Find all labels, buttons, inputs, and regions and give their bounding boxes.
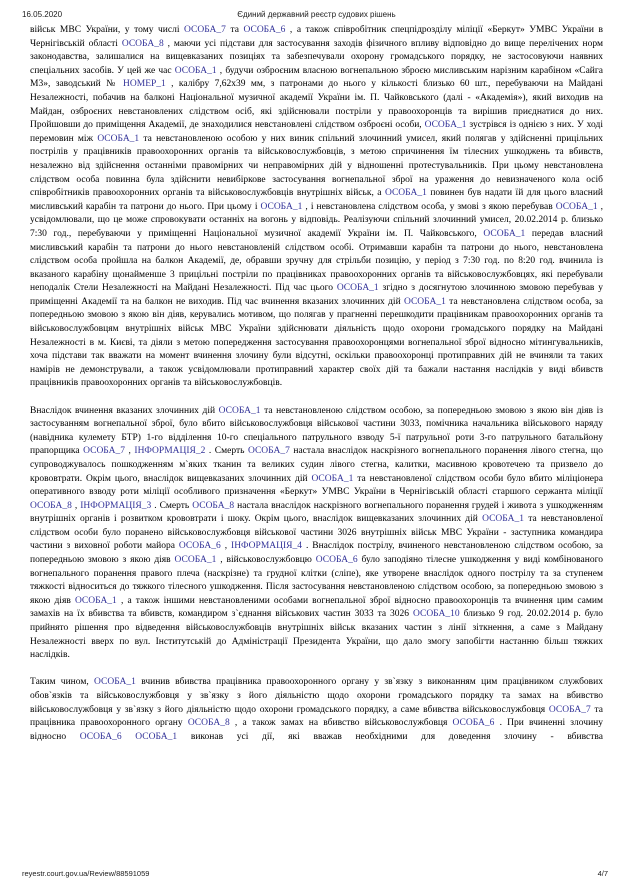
anonymized-entity: ОСОБА_1 xyxy=(135,731,178,742)
anonymized-entity: ОСОБА_1 xyxy=(482,514,524,525)
anonymized-entity: ІНФОРМАЦІЯ_4 xyxy=(231,541,302,552)
anonymized-entity: ОСОБА_1 xyxy=(260,201,303,212)
footer-url: reyestr.court.gov.ua/Review/88591059 xyxy=(22,869,150,878)
anonymized-entity: ОСОБА_1 xyxy=(97,133,140,144)
anonymized-entity: ОСОБА_6 xyxy=(243,25,286,35)
decision-text xyxy=(30,24,603,758)
anonymized-entity: ОСОБА_6 xyxy=(452,718,495,729)
paragraph-qualification: Таким чином, ОСОБА_1 вчинив вбивства працівника правоохоронного органу у зв`язку з виконанням цим працівником службових обов`язків та військовослужбовця у зв`язку з його діяльністю щодо охорони громадського порядку та замах на вбивство військовослужбовця у зв`язку з його діяльністю щодо охорони громадського порядку, а саме вбивства військовослужбовця ОСОБА_7 та працівника правоохоронного органу ОСОБА_8 , а також замах на вбивство військовослужбовця ОСОБА_6 . При вчиненні злочину відносно ОСОБА_6 ОСОБА_1 виконав усі дії, які вважав необхідними для доведення злочину - вбивства xyxy=(30,677,603,742)
anonymized-entity: ОСОБА_6 xyxy=(79,731,122,742)
anonymized-entity: ОСОБА_1 xyxy=(94,677,136,688)
anonymized-entity: ОСОБА_1 xyxy=(555,201,598,212)
anonymized-entity: ОСОБА_1 xyxy=(483,228,526,239)
anonymized-entity: ОСОБА_7 xyxy=(83,446,125,457)
anonymized-entity: ОСОБА_6 xyxy=(315,555,358,566)
anonymized-entity: ОСОБА_1 xyxy=(174,555,217,566)
anonymized-entity: ОСОБА_1 xyxy=(311,473,354,484)
anonymized-entity: ІНФОРМАЦІЯ_3 xyxy=(80,500,152,511)
anonymized-entity: ОСОБА_1 xyxy=(336,283,379,294)
anonymized-entity: ОСОБА_1 xyxy=(174,65,217,76)
anonymized-entity: ОСОБА_1 xyxy=(218,405,261,416)
anonymized-entity: ОСОБА_7 xyxy=(548,704,591,715)
anonymized-entity: НОМЕР_1 xyxy=(123,79,166,90)
header-title: Єдиний державний реєстр судових рішень xyxy=(237,10,396,19)
anonymized-entity: ОСОБА_1 xyxy=(424,120,467,131)
anonymized-entity: ОСОБА_8 xyxy=(121,38,164,49)
paragraph-facts-shooting: військ МВС України, у тому числі ОСОБА_7 та ОСОБА_6 , а також співробітник спецпідрозділу міліції «Беркут» УМВС України в Чернігівській області ОСОБА_8 , маючи усі підстави для застосування заходів фізичного впливу відповідно до вище перелічених норм законодавства, залишалися на вищевказаних позиціях та забезпечували охорону громадського порядку, не застосовуючи наявних спеціальних засобів. У цей же час ОСОБА_1 , будучи озброєним власною вогнепальною зброєю мисливським нарізним карабіном «Сайга М3», заводський № НОМЕР_1 , калібру 7,62х39 мм, з патронами до нього у кількості близько 60 шт., перебуваючи на Майдані Незалежності, побачив на балконі Національної музичної академії України ім. П. Чайковського (далі - «Академія»), який виходив на Майдан, озброєних невстановлених слідством осіб, які здійснювали постріли у правоохоронців та вирішив приєднатися до них. Пройшовши до приміщення Академії, де знаходилися невстановлені слідством озброєні особи, ОСОБА_1 зустрівся із однією з них. У ході перемовин між ОСОБА_1 та невстановленою особою у них виник спільний злочинний умисел, який полягав у здійсненні прицільних пострілів у працівників правоохоронних органів та військовослужбовців, з метою спричинення їм тілесних ушкоджень та вбивств, незалежно від здійснення останніми правомірних чи неправомірних дій у відношенні протестувальників. При цьому невстановлена слідством особа повинна була здійснити невибіркове застосування вогнепальної зброї на ураження до невизначеного кола осіб співробітників правоохоронних органів та військовослужбовців внутрішніх військ, а ОСОБА_1 повинен був надати їй для цього власний мисливський карабін та патрони до нього. При цьому і ОСОБА_1 , і невстановлена слідством особа, у змові з якою перебував ОСОБА_1 , усвідомлювали, що це може спровокувати останніх на вогонь у відповідь. Реалізуючи спільний злочинний умисел, 20.02.2014 р. близько 7:30 год., перебуваючи у приміщенні Національної музичної академії України ім. П. Чайковського, ОСОБА_1 передав власний мисливський карабін та патрони до нього невстановленій слідством особі. Отримавши карабін та патрони до нього, невстановлена слідством особа пройшла на балкон Академії, де, обравши зручну для стрільби позицію, у період з 7:30 год. по 8:20 год. вчинила із вказаного карабіну щонайменше 3 прицільні постріли по працівниках правоохоронних органів та військовослужбовцях, які перебували неподалік Стели Незалежності на Майдані Незалежності. Під час цього ОСОБА_1 згідно з досягнутою злочинною змовою перебував у приміщенні Академії та на балкон не виходив. Під час вчинення вказаних злочинних дій ОСОБА_1 та невстановлена слідством особа, за попередньою змовою з якою він діяв, керувались мотивом, що полягав у прагненні перешкодити працівникам правоохоронних органів та військовослужбовцям внутрішніх військ МВС України здійснювати діяльність щодо охорони громадського порядку на Майдані Незалежності в м. Києві, та діяли з метою попередження застосування правоохоронцями вогнепальної зброї відносно мітингувальників, хоча підстави так вважати на момент вчинення злочину були відсутні, оскільки правоохоронці протиправних дій не вчиняли та таких намірів не демонстрували, а також усвідомлювали протиправний характер своїх дій та бажали настання наслідків у виді вбивств працівників правоохоронних органів та військовослужбовців. xyxy=(30,25,603,389)
footer-page-number: 4/7 xyxy=(597,869,608,878)
header-date: 16.05.2020 xyxy=(22,10,63,19)
anonymized-entity: ІНФОРМАЦІЯ_2 xyxy=(134,446,206,457)
print-footer xyxy=(22,869,608,878)
anonymized-entity: ОСОБА_8 xyxy=(192,500,235,511)
anonymized-entity: ОСОБА_8 xyxy=(30,500,72,511)
anonymized-entity: ОСОБА_8 xyxy=(187,718,230,729)
anonymized-entity: ОСОБА_6 xyxy=(178,541,221,552)
anonymized-entity: ОСОБА_7 xyxy=(247,446,290,457)
anonymized-entity: ОСОБА_1 xyxy=(403,296,446,307)
anonymized-entity: ОСОБА_7 xyxy=(184,25,226,35)
paragraph-victims: Внаслідок вчинення вказаних злочинних дій ОСОБА_1 та невстановленою слідством особою, за попередньою змовою з якою він діяв із застосуванням вогнепальної зброї, було вбито військовослужбовця військової частини 3033, помічника начальника військового наряду (навідника кулемету БТР) 1-го відділення 10-го спеціального патрульного взводу 5-ї патрульної роти 3-го патрульного батальйону прапорщика ОСОБА_7 , ІНФОРМАЦІЯ_2 . Смерть ОСОБА_7 настала внаслідок наскрізного вогнепального поранення лівого стегна, що супроводжувалось пошкодженням м`яких тканин та великих судин лівого стегна, калитки, масивною кровотечею та призвело до крововтрати. Окрім цього, внаслідок вищевказаних злочинних дій ОСОБА_1 та невстановленої слідством особи було вбито міліціонера оперативного взводу роти міліції особливого призначення «Беркут» УМВС України в Чернігівській області старшого сержанта міліції ОСОБА_8 , ІНФОРМАЦІЯ_3 . Смерть ОСОБА_8 настала внаслідок наскрізного вогнепального поранення грудей і живота з ушкодженням внутрішніх органів і розвитком крововтрати і шоку. Окрім цього, внаслідок вищевказаних злочинних дій ОСОБА_1 та невстановленої слідством особи було поранено військовослужбовця військової частини 3026 внутрішніх військ МВС України - заступника командира частини з виховної роботи майора ОСОБА_6 , ІНФОРМАЦІЯ_4 . Внаслідок пострілу, вчиненого невстановленою слідством особою, за попередньою змовою з якою діяв ОСОБА_1 , військовослужбовцю ОСОБА_6 було заподіяно тілесне ушкодження у виді комбінованого вогнепального поранення правого плеча (наскрізне) та грудної клітки (сліпе), яке утворене внаслідок одного пострілу та за ступенем тяжкості відноситься до тяжкого тілесного ушкодження. Після застосування невстановленою слідством особою, за попередньою змовою з якою діяв ОСОБА_1 , а також іншими невстановленими особами вогнепальної зброї відносно правоохоронців та вчинення цим самим замахів на їх вбивства та вбивств, командиром з`єднання військових частин 3033 та 3026 ОСОБА_10 близько 9 год. 20.02.2014 р. було прийнято рішення про відведення військовослужбовців внутрішніх військ вказаних частин з лінії зіткнення, а саме з Майдану Незалежності вверх по вул. Інститутській до Адміністрації Президента України, що дало змогу запобігти настанню більш тяжких наслідків. xyxy=(30,405,603,661)
anonymized-entity: ОСОБА_1 xyxy=(74,595,117,606)
print-header xyxy=(22,10,611,24)
anonymized-entity: ОСОБА_1 xyxy=(384,188,427,199)
anonymized-entity: ОСОБА_10 xyxy=(413,609,460,620)
